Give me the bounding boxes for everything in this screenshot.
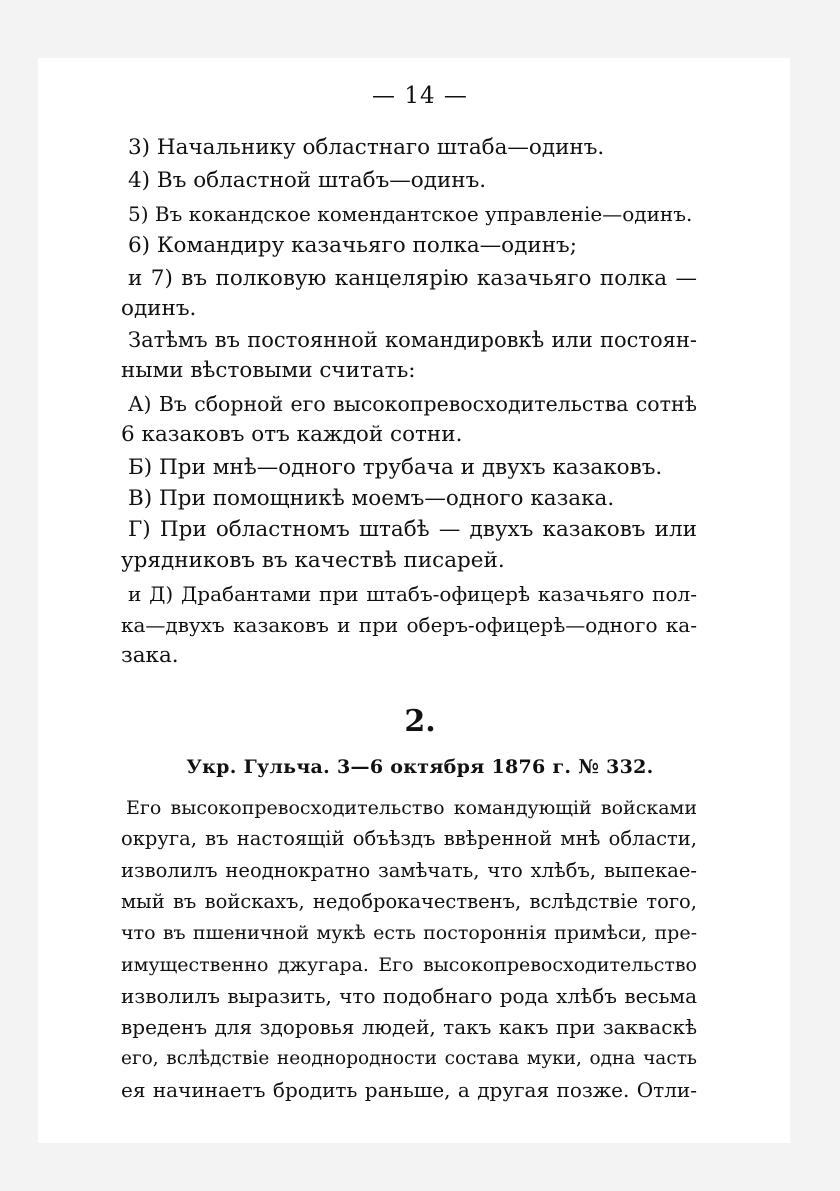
text-line: зака. bbox=[121, 643, 179, 668]
paragraph-line: ея начинаетъ бродить раньше, а другая позже. Отли- bbox=[121, 1078, 697, 1102]
page-number: — 14 — bbox=[372, 83, 468, 109]
paragraph-line: что въ пшеничной мукѣ есть постороннія примѣси, пре- bbox=[121, 922, 697, 944]
paragraph-line: Его высокопревосходительство командующій войсками bbox=[126, 797, 697, 819]
text-line: и Д) Драбантами при штабъ-офицерѣ казачьяго пол- bbox=[128, 582, 697, 606]
text-line: В) При помощникѣ моемъ—одного казака. bbox=[128, 486, 615, 511]
text-line: Г) При областномъ штабѣ — двухъ казаковъ или bbox=[128, 517, 697, 542]
paragraph-line: округа, въ настоящій объѣздъ ввѣренной мнѣ области, bbox=[121, 827, 697, 850]
paragraph-line: мый въ войскахъ, недоброкачественъ, вслѣдствіе того, bbox=[121, 890, 697, 913]
text-line: и 7) въ полковую канцелярію казачьяго полка — bbox=[128, 266, 697, 291]
text-line: одинъ. bbox=[121, 296, 197, 321]
text-line: Затѣмъ въ постоянной командировкѣ или постоян- bbox=[128, 328, 697, 352]
text-line: урядниковъ въ качествѣ писарей. bbox=[121, 548, 505, 573]
paragraph-line: изволилъ неоднократно замѣчать, что хлѣбъ, выпекае- bbox=[121, 859, 697, 882]
text-line: А) Въ сборной его высокопревосходительства сотнѣ bbox=[128, 392, 697, 416]
paragraph-line: его, вслѣдствіе неоднородности состава муки, одна часть bbox=[121, 1048, 697, 1069]
paragraph-line: изволилъ выразить, что подобнаго рода хлѣбъ весьма bbox=[121, 984, 697, 1008]
text-line: 6 казаковъ отъ каждой сотни. bbox=[121, 422, 463, 447]
text-line: 4) Въ областной штабъ—одинъ. bbox=[128, 168, 487, 193]
paragraph-line: имущественно джугара. Его высокопревосходительство bbox=[121, 954, 697, 976]
text-line: 5) Въ кокандское комендантское управленіе—одинъ. bbox=[128, 202, 693, 226]
paragraph-line: вреденъ для здоровья людей, такъ какъ при закваскѣ bbox=[121, 1015, 697, 1039]
text-line: ка—двухъ казаковъ и при оберъ-офицерѣ—одного ка- bbox=[121, 613, 697, 637]
text-line: 6) Командиру казачьяго полка—одинъ; bbox=[128, 233, 577, 258]
text-line: 3) Начальнику областнаго штаба—одинъ. bbox=[128, 135, 605, 160]
section-number: 2. bbox=[404, 704, 436, 739]
text-line: Б) При мнѣ—одного трубача и двухъ казаковъ. bbox=[128, 455, 663, 480]
text-line: ными вѣстовыми считать: bbox=[121, 358, 416, 383]
section-heading: Укр. Гульча. 3—6 октября 1876 г. № 332. bbox=[186, 756, 654, 778]
